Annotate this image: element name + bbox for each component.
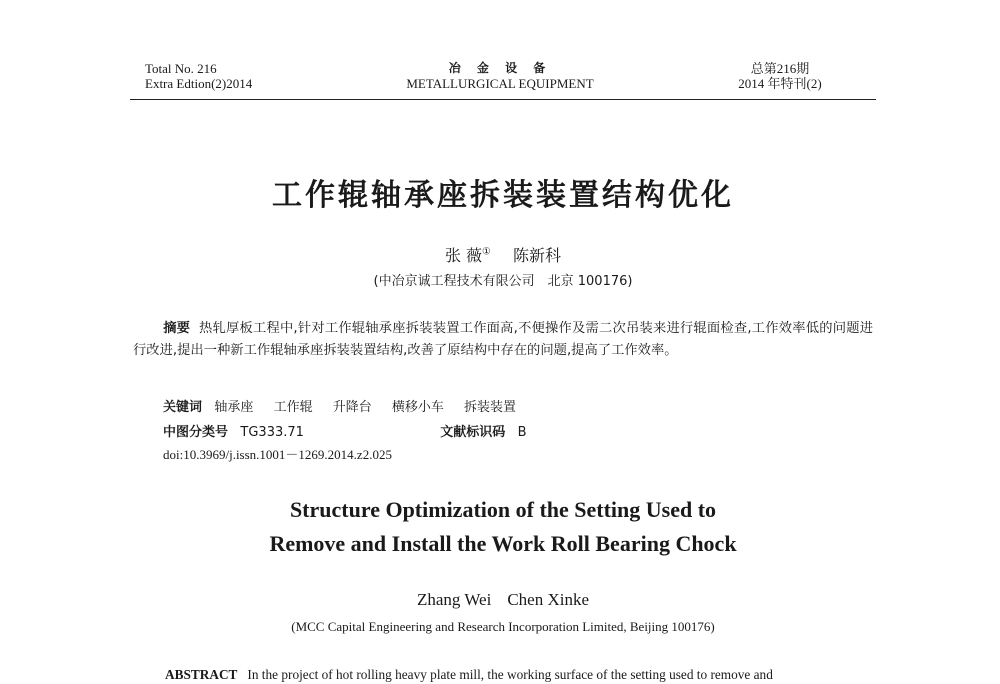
affiliation-cn: (中冶京诚工程技术有限公司 北京 100176) — [373, 274, 633, 289]
affiliation-en: (MCC Capital Engineering and Research Incorporation Limited, Beijing 100176) — [291, 619, 715, 634]
header-edition: Extra Edtion(2)2014 — [145, 76, 253, 91]
paper-title-en-line1: Structure Optimization of the Setting Used to — [289, 497, 717, 522]
classification-row — [163, 421, 527, 440]
header-divider — [130, 99, 876, 100]
abstract-en-label: ABSTRACT — [165, 667, 238, 682]
abstract-cn — [133, 318, 873, 362]
abstract-en-text: In the project of hot rolling heavy plate mill, the working surface of the setting used to remove and — [247, 667, 773, 682]
doc-code-value: B — [517, 425, 527, 440]
author-1-footnote-mark: ① — [482, 246, 492, 258]
author-1-cn: 张 薇 — [444, 246, 483, 265]
paper-title-en-line2: Remove and Install the Work Roll Bearing Chock — [269, 531, 737, 556]
keyword-item: 横移小车 — [391, 400, 444, 415]
header-journal-name — [300, 61, 700, 91]
author-1-en: Zhang Wei — [416, 590, 492, 609]
clc-label: 中图分类号 — [163, 425, 229, 440]
doi-line: doi:10.3969/j.issn.1001－1269.2014.z2.025 — [163, 447, 392, 462]
paper-title-cn: 工作辊轴承座拆装装置结构优化 — [272, 178, 734, 213]
authors-en — [130, 590, 876, 610]
abstract-cn-label: 摘要 — [163, 321, 191, 336]
keyword-item: 工作辊 — [273, 400, 313, 415]
author-2-en: Chen Xinke — [507, 590, 589, 609]
header-issue-info-cn — [700, 61, 860, 91]
journal-name-cn: 冶 金 设 备 — [448, 61, 552, 75]
author-2-cn: 陈新科 — [513, 246, 562, 265]
abstract-cn-text: 热轧厚板工程中,针对工作辊轴承座拆装装置工作面高,不便操作及需二次吊装来进行辊面检查,工作效率低的问题进行改进,提出一种新工作辊轴承座拆装装置结构,改善了原结构中存在的问题,提高了工作效率。 — [133, 321, 873, 358]
clc-value: TG333.71 — [240, 425, 304, 440]
header-total-number-cn: 总第216期 — [750, 61, 810, 76]
keyword-item: 升降台 — [332, 400, 372, 415]
authors-cn — [130, 243, 876, 266]
keyword-item: 轴承座 — [214, 400, 254, 415]
keyword-item: 拆装装置 — [464, 400, 517, 415]
paper-title-en — [130, 493, 876, 561]
header-edition-cn: 2014 年特刊(2) — [738, 76, 822, 91]
journal-name-en: METALLURGICAL EQUIPMENT — [406, 76, 594, 91]
doc-code-label: 文献标识码 — [440, 425, 506, 440]
keywords-label: 关键词 — [163, 400, 203, 415]
header-issue-info — [145, 61, 252, 91]
keywords-cn — [163, 396, 532, 415]
abstract-en — [165, 667, 885, 683]
header-total-number: Total No. 216 — [145, 61, 217, 76]
